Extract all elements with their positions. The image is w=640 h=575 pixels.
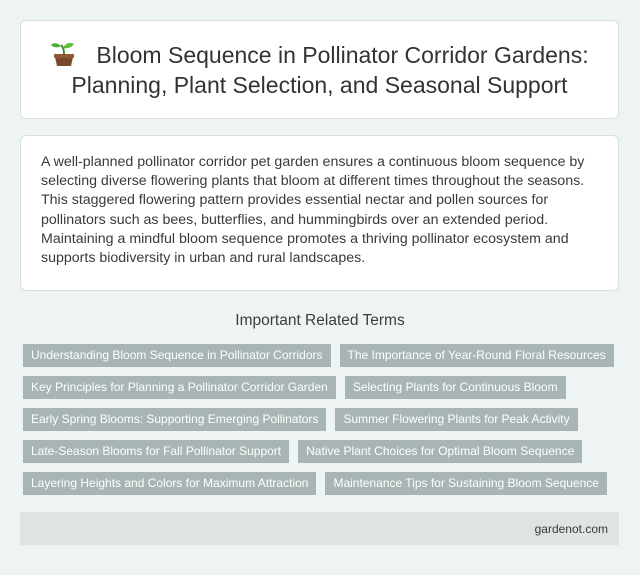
related-terms-heading: Important Related Terms	[235, 312, 405, 329]
related-term-tag[interactable]: Summer Flowering Plants for Peak Activity	[335, 408, 577, 431]
related-term-tag[interactable]: Early Spring Blooms: Supporting Emerging Pollinators	[23, 408, 326, 431]
related-term-tag[interactable]: Key Principles for Planning a Pollinator Corridor Garden	[23, 376, 336, 399]
related-term-tag[interactable]: Selecting Plants for Continuous Bloom	[345, 376, 566, 399]
page-title	[41, 39, 598, 100]
related-term-tag[interactable]: Maintenance Tips for Sustaining Bloom Sequence	[325, 472, 607, 495]
related-term-tag[interactable]: Native Plant Choices for Optimal Bloom Sequence	[298, 440, 582, 463]
related-term-tag[interactable]: Late-Season Blooms for Fall Pollinator Support	[23, 440, 289, 463]
related-term-tag[interactable]: Understanding Bloom Sequence in Pollinator Corridors	[23, 344, 331, 367]
page-title-text: Bloom Sequence in Pollinator Corridor Gardens: Planning, Plant Selection, and Seasonal Support	[71, 42, 589, 98]
related-terms-list	[23, 344, 623, 495]
title-card	[20, 20, 619, 119]
intro-card	[20, 135, 619, 291]
intro-paragraph: A well-planned pollinator corridor pet garden ensures a continuous bloom sequence by selecting diverse flowering plants that bloom at different times throughout the seasons. This staggered flowering pattern provides essential nectar and pollen sources for pollinators such as bees, butterflies, and hummingbirds over an extended period. Maintaining a mindful bloom sequence promotes a thriving pollinator ecosystem and supports biodiversity in urban and rural landscapes.	[41, 154, 585, 267]
sprout-icon	[50, 39, 78, 67]
related-term-tag[interactable]: Layering Heights and Colors for Maximum Attraction	[23, 472, 316, 495]
related-term-tag[interactable]: The Importance of Year-Round Floral Resources	[340, 344, 614, 367]
footer-site-link[interactable]: gardenot.com	[534, 521, 608, 536]
footer-bar	[20, 512, 619, 545]
